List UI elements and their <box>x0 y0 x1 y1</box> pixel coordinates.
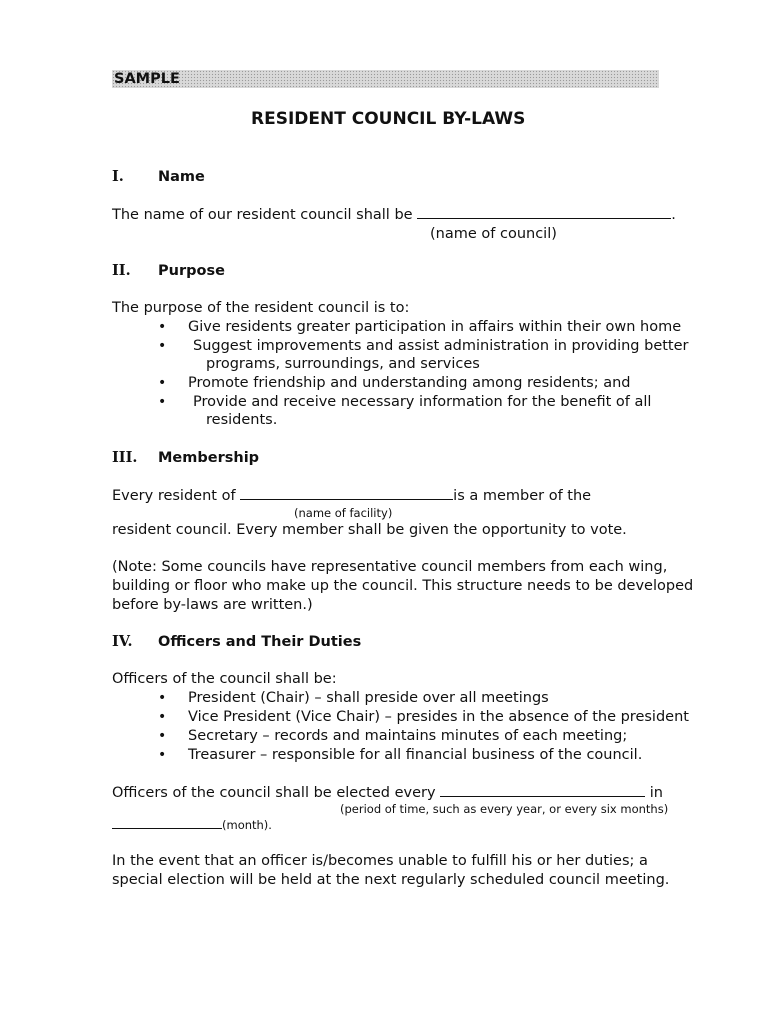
bullet-icon: • <box>158 375 167 391</box>
bullet-icon: • <box>158 709 167 725</box>
council-name-text: The name of our resident council shall be <box>112 207 413 223</box>
note-line-2: building or floor who make up the council. This structure needs to be developed <box>112 578 694 594</box>
sample-label: SAMPLE <box>114 71 180 87</box>
membership-vote-text: resident council. Every member shall be given the opportunity to vote. <box>112 522 627 538</box>
bullet-icon: • <box>158 728 167 744</box>
bullet-icon: • <box>158 338 167 354</box>
purpose-bullet-2-cont: programs, surroundings, and services <box>206 356 480 372</box>
facility-line <box>112 486 591 505</box>
bullet-icon: • <box>158 747 167 763</box>
sample-banner <box>112 70 659 88</box>
section-number-2: II. <box>112 262 131 279</box>
bullet-icon: • <box>158 394 167 410</box>
section-heading-name: Name <box>158 169 205 185</box>
event-line-1: In the event that an officer is/becomes unable to fulfill his or her duties; a <box>112 853 648 869</box>
section-heading-officers: Officers and Their Duties <box>158 634 362 650</box>
purpose-bullet-2: Suggest improvements and assist administration in providing better <box>193 338 689 354</box>
officer-bullet-4: Treasurer – responsible for all financial business of the council. <box>188 747 643 763</box>
purpose-bullet-3: Promote friendship and understanding among residents; and <box>188 375 631 391</box>
month-blank[interactable] <box>112 818 222 829</box>
note-line-1: (Note: Some councils have representative council members from each wing, <box>112 559 668 575</box>
month-line <box>112 818 272 832</box>
election-period-blank[interactable] <box>440 783 645 797</box>
section-number-3: III. <box>112 449 138 466</box>
facility-hint: (name of facility) <box>294 506 393 520</box>
event-line-2: special election will be held at the next regularly scheduled council meeting. <box>112 872 670 888</box>
officers-intro: Officers of the council shall be: <box>112 671 337 687</box>
note-line-3: before by-laws are written.) <box>112 597 313 613</box>
council-name-hint: (name of council) <box>430 226 557 242</box>
purpose-intro: The purpose of the resident council is to: <box>112 300 410 316</box>
council-name-blank[interactable] <box>417 205 671 219</box>
officer-bullet-2: Vice President (Vice Chair) – presides in the absence of the president <box>188 709 689 725</box>
purpose-bullet-1: Give residents greater participation in affairs within their own home <box>188 319 682 335</box>
election-text-start: Officers of the council shall be elected every <box>112 785 436 801</box>
election-line <box>112 783 663 802</box>
purpose-bullet-4: Provide and receive necessary information for the benefit of all <box>193 394 652 410</box>
officer-bullet-1: President (Chair) – shall preside over all meetings <box>188 690 549 706</box>
purpose-bullet-4-cont: residents. <box>206 412 278 428</box>
section-heading-membership: Membership <box>158 450 260 466</box>
bullet-icon: • <box>158 690 167 706</box>
facility-text-end: is a member of the <box>453 488 592 504</box>
bullet-icon: • <box>158 319 167 335</box>
period-hint: (period of time, such as every year, or every six months) <box>340 802 669 816</box>
facility-text-start: Every resident of <box>112 488 236 504</box>
facility-name-blank[interactable] <box>240 486 453 500</box>
council-name-line <box>112 205 676 224</box>
section-heading-purpose: Purpose <box>158 263 225 279</box>
document-title: RESIDENT COUNCIL BY-LAWS <box>251 109 526 129</box>
election-text-end: in <box>649 785 663 801</box>
month-hint: (month). <box>222 818 272 832</box>
section-number-4: IV. <box>112 633 133 650</box>
officer-bullet-3: Secretary – records and maintains minutes of each meeting; <box>188 728 628 744</box>
section-number-1: I. <box>112 168 124 185</box>
council-name-period: . <box>671 207 676 223</box>
